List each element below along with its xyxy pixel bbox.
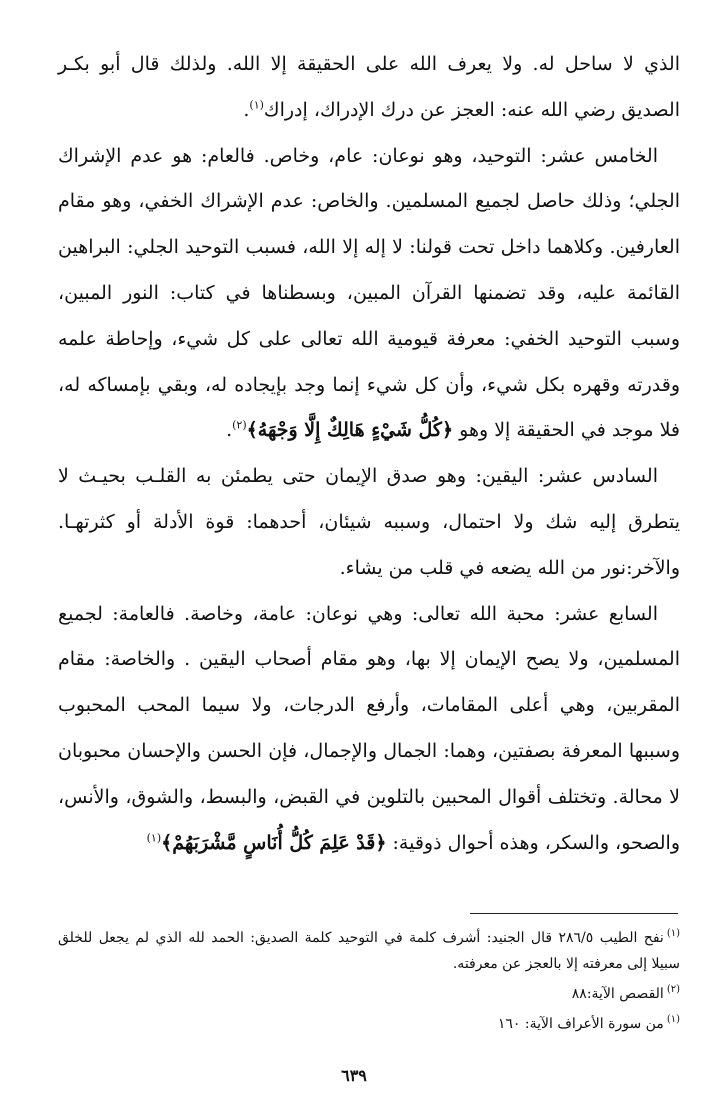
paragraph-4-text: السابع عشر: محبة الله تعالى: وهي نوعان: عامة، وخاصة. فالعامة: لجميع المسلمين، ولا يصح الإيمان إلا بها، وهو مقام أصحاب اليقين . والخاصة: مقام المقربين، وهي أعلى المقامات، وأرفع الدرجات، ولا سيما المحب المحبوب وسببها المعرفة بصفتين، وهما: الجمال والإجمال، فإن الحسن والإحسان محبوبان لا محالة. وتختلف أقوال المحبين بالتلوين في القبض، والبسط، والشوق، والأنس، والصحو، والسكر، وهذه أحوال ذوقية: <box>58 602 680 854</box>
footnotes-section <box>58 925 680 1041</box>
footnote-divider <box>470 913 678 914</box>
footnote-item <box>58 925 680 977</box>
main-text <box>58 42 680 866</box>
paragraph-2: الخامس عشر: التوحيد، وهو نوعان: عام، وخاص. فالعام: هو عدم الإشراك الجلي؛ وذلك حاصل لجميع المسلمين. والخاص: عدم الإشراك الخفي، وهو مقام العارفين. وكلاهما داخل تحت قولنا: لا إله إلا الله، فسبب التوحيد الجلي: البراهين القائمة عليه، وقد تضمنها القرآن المبين، وبسطناها في كتاب: النور المبين، وسبب التوحيد الخفي: معرفة قيومية الله تعالى على كل شيء، وإحاطة علمه وقدرته وقهره بكل شيء، وأن كل شيء إنما وجد بإيجاده له، وبقي بإمساكه له، فلا موجد في الحقيقة إلا وهو ﴿كُلُّ شَيْءٍ هَالِكٌ إِلَّا وَجْهَهُ﴾$^{(٢)}$. <box>58 144 680 442</box>
quran-verse-2: ﴿قَدْ عَلِمَ كُلُّ أُنَاسٍ مَّشْرَبَهُمْ﴾ <box>161 831 387 854</box>
paragraph-1-text: الذي لا ساحل له. ولا يعرف الله على الحقيقة إلا الله. ولذلك قال أبو بكـر الصديق رضي الله عنه: العجز عن درك الإدراك، إدراك <box>58 53 680 121</box>
paragraph-1: الذي لا ساحل له. ولا يعرف الله على الحقيقة إلا الله. ولذلك قال أبو بكـر الصديق رضي الله عنه: العجز عن درك الإدراك، إدراك$^{(١)}$. <box>58 53 680 121</box>
paragraph-4 <box>58 592 680 867</box>
paragraph-3 <box>58 454 680 591</box>
footnote-ref-3[interactable]: (١) <box>146 831 162 845</box>
footnote-number: (١) <box>666 1014 680 1026</box>
page-number: ٦٣٩ <box>341 1066 367 1085</box>
paragraph-3-text: السادس عشر: اليقين: وهو صدق الإيمان حتى يطمئن به القلـب بحيـث لا يتطرق إليه شك ولا احتمال، وسببه شيئان، أحدهما: قوة الأدلة أو كثرتهـا. والآخر:نور من الله يضعه في قلب من يشاء. <box>58 465 680 579</box>
footnote-number: (٢) <box>666 984 680 996</box>
footnote-ref-2[interactable]: (٢) <box>232 419 247 433</box>
footnote-item <box>58 981 680 1007</box>
footnote-text: نفح الطيب ٢٨٦/٥ قال الجنيد: أشرف كلمة في التوحيد كلمة الصديق: الحمد لله الذي لم يجعل للخلق سبيلا إلى معرفته إلا بالعجز عن معرفته. <box>58 930 680 972</box>
quran-verse-1: ﴿كُلُّ شَيْءٍ هَالِكٌ إِلَّا وَجْهَهُ﴾ <box>246 419 454 442</box>
footnote-item <box>58 1011 680 1037</box>
footnote-ref-1[interactable]: (١) <box>249 98 264 112</box>
footnote-text: من سورة الأعراف الآية: ١٦٠ <box>497 1016 664 1032</box>
footnote-number: (١) <box>666 928 681 940</box>
footnote-text: القصص الآية:٨٨ <box>571 986 664 1002</box>
paragraph-2-text: الخامس عشر: التوحيد، وهو نوعان: عام، وخاص. فالعام: هو عدم الإشراك الجلي؛ وذلك حاصل لجميع المسلمين. والخاص: عدم الإشراك الخفي، وهو مقام العارفين. وكلاهما داخل تحت قولنا: لا إله إلا الله، فسبب التوحيد الجلي: البراهين القائمة عليه، وقد تضمنها القرآن المبين، وبسطناها في كتاب: النور المبين، وسبب التوحيد الخفي: معرفة قيومية الله تعالى على كل شيء، وإحاطة علمه وقدرته وقهره بكل شيء، وأن كل شيء إنما وجد بإيجاده له، وبقي بإمساكه له، فلا موجد في الحقيقة إلا وهو <box>58 144 680 442</box>
